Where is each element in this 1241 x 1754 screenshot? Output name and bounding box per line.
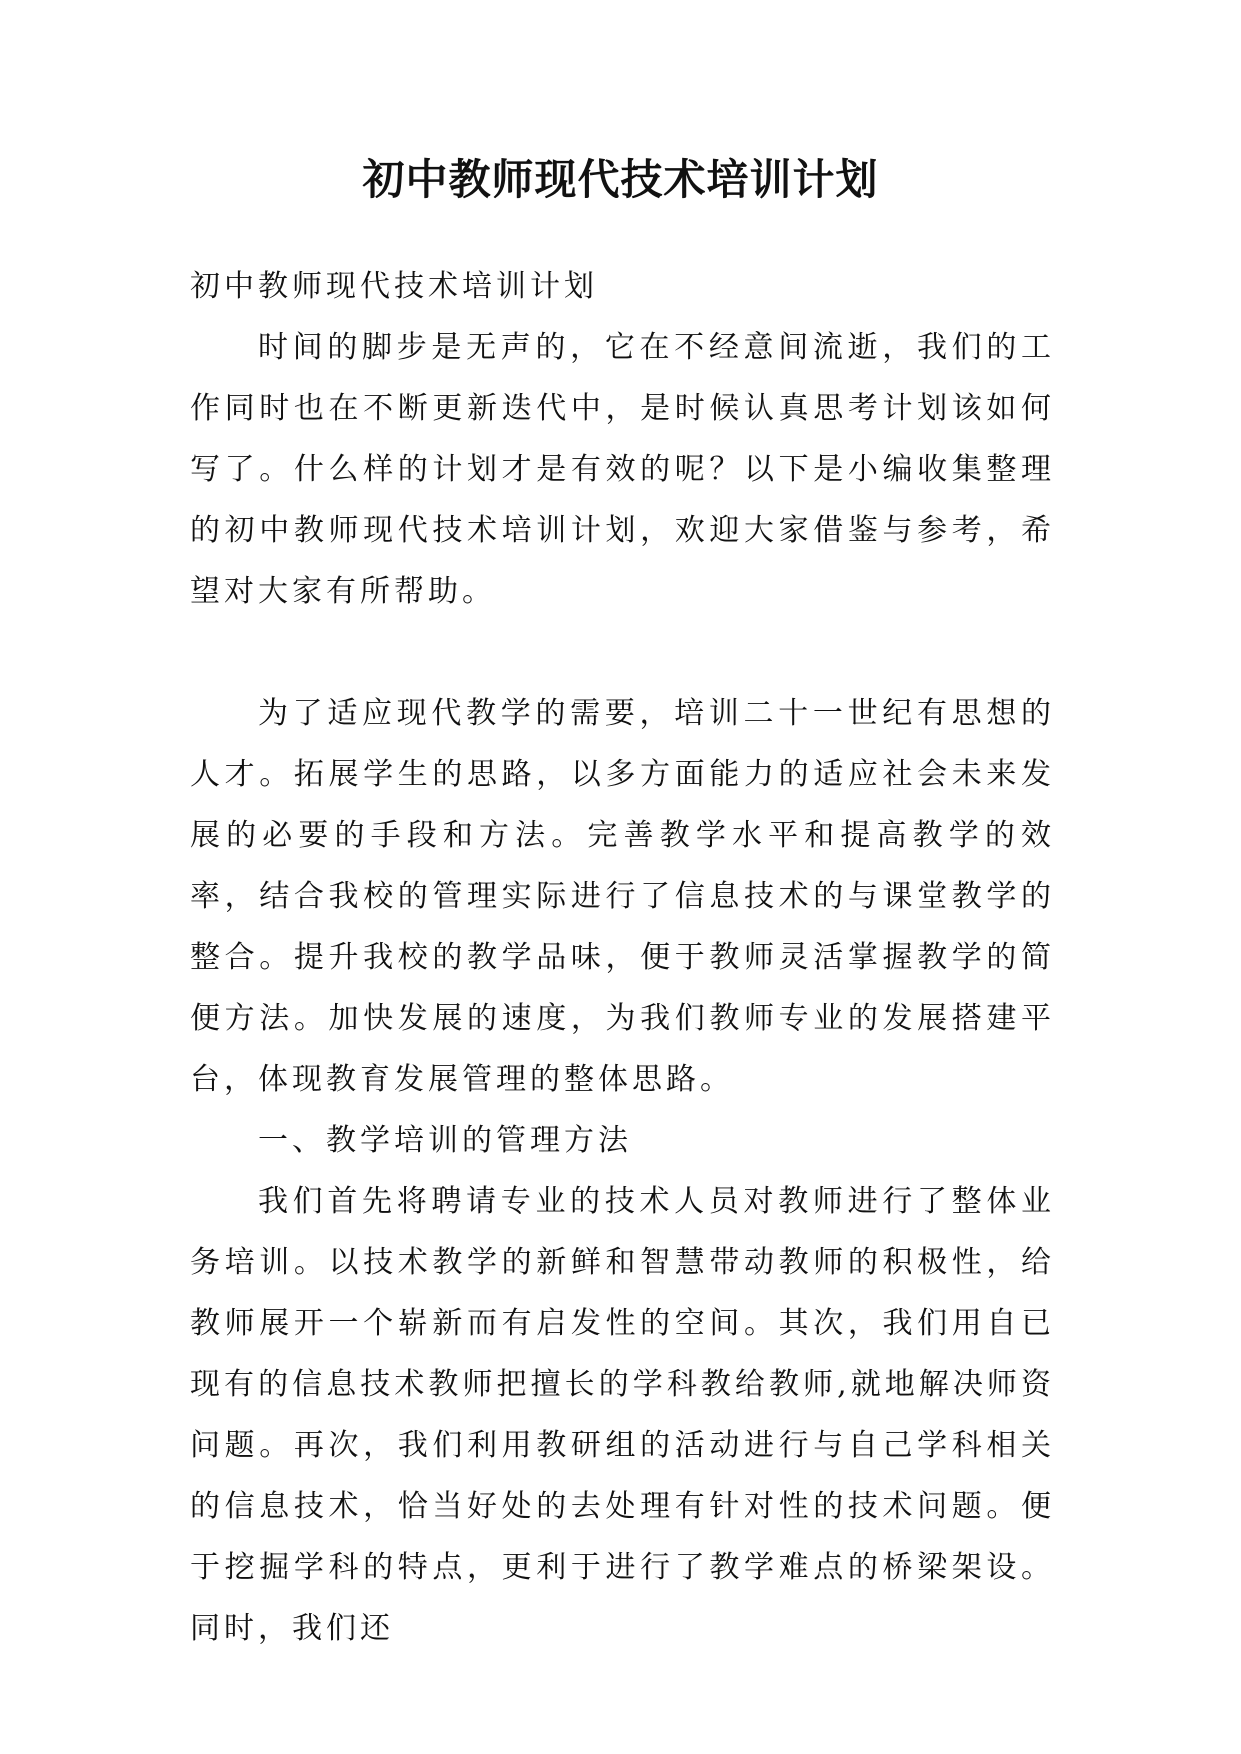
document-body <box>190 256 1055 1659</box>
document-title: 初中教师现代技术培训计划 <box>362 155 879 204</box>
purpose-paragraph: 为了适应现代教学的需要，培训二十一世纪有思想的人才。拓展学生的思路，以多方面能力的适应社会未来发展的必要的手段和方法。完善教学水平和提高教学的效率，结合我校的管理实际进行了信息技术的与课堂教学的整合。提升我校的教学品味，便于教师灵活掌握教学的简便方法。加快发展的速度，为我们教师专业的发展搭建平台，体现教育发展管理的整体思路。 <box>190 696 1055 1097</box>
document-subtitle: 初中教师现代技术培训计划 <box>190 269 598 304</box>
section-heading: 一、教学培训的管理方法 <box>258 1123 632 1158</box>
paragraph-spacer <box>190 622 1055 683</box>
intro-paragraph: 时间的脚步是无声的，它在不经意间流逝，我们的工作同时也在不断更新迭代中，是时候认真思考计划该如何写了。什么样的计划才是有效的呢？以下是小编收集整理的初中教师现代技术培训计划，欢迎大家借鉴与参考，希望对大家有所帮助。 <box>190 330 1055 609</box>
training-method-paragraph: 我们首先将聘请专业的技术人员对教师进行了整体业务培训。以技术教学的新鲜和智慧带动教师的积极性，给教师展开一个崭新而有启发性的空间。其次，我们用自已现有的信息技术教师把擅长的学科教给教师,就地解决师资问题。再次，我们利用教研组的活动进行与自己学科相关的信息技术，恰当好处的去处理有针对性的技术问题。便于挖掘学科的特点，更利于进行了教学难点的桥梁架设。同时，我们还 <box>190 1184 1055 1646</box>
